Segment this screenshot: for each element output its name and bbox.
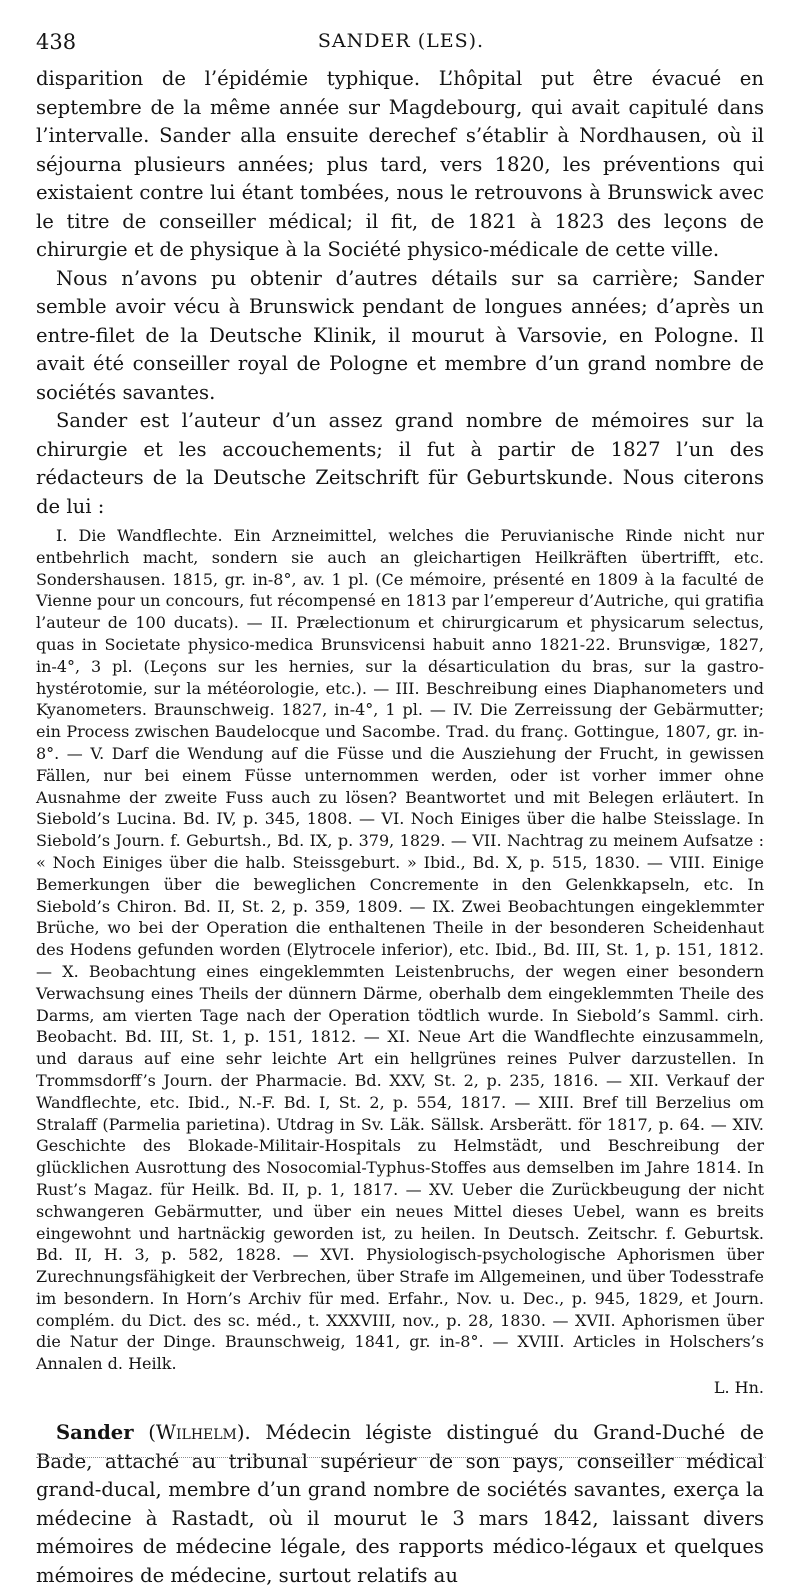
running-title: SANDER (LES). — [317, 30, 485, 52]
entry-text: Médecin légiste distingué du Grand-Duché de Bade, attaché au tribunal supérieur de son pays, conseiller médical grand-ducal, membre d’un grand nombre de sociétés savantes, exerça la médecine à Rastadt, où il mourut le 3 mars 1842, laissant divers mémoires de médecine légale, des rapports médico-légaux et quelques mémoires de médecine, surtout relatifs au — [36, 1421, 764, 1587]
paragraph-continuation: disparition de l’épidémie typhique. L’hôpital put être évacué en septembre de la même année sur Magdebourg, qui avait capitulé dans l’intervalle. Sander alla ensuite derechef s’établir à Nordhausen, où il séjourna plusieurs années; plus tard, vers 1820, les préventions qui existaient contre lui étant tombées, nous le retrouvons à Brunswick avec le titre de conseiller médical; il fit, de 1821 à 1823 des leçons de chirurgie et de physique à la Société physico-médicale de cette ville. — [36, 67, 764, 261]
bottom-dotted-rule — [36, 1457, 766, 1458]
page-number: 438 — [36, 30, 77, 54]
paragraph-career: Nous n’avons pu obtenir d’autres détails sur sa carrière; Sander semble avoir vécu à Brunswick pendant de longues années; d’après un entre-filet de la Deutsche Klinik, il mourut à Varsovie, en Pologne. Il avait été conseiller royal de Pologne et membre d’un grand nombre de sociétés savantes. — [36, 266, 764, 404]
entry-sander-wilhelm — [36, 1419, 764, 1590]
author-signature: L. Hn. — [713, 1378, 764, 1398]
entry-forename: (Wilhelm). — [148, 1421, 251, 1445]
entry-headword: Sander — [56, 1421, 134, 1445]
page-header — [36, 30, 766, 64]
bibliography-list: I. Die Wandflechte. Ein Arzneimittel, welches die Peruvianische Rinde nicht nur entbehrlich macht, sondern sie auch an gleichartigen Heilkräften übertrifft, etc. Sondershausen. 1815, gr. in-8°, av. 1 pl. (Ce mémoire, présenté en 1809 à la faculté de Vienne pour un concours, fut récompensé en 1813 par l’empereur d’Autriche, qui gratifia l’auteur de 100 ducats). — II. Prælectionum et chirurgicarum et physicarum selectus, quas in Societate physico-medica Brunsvicensi habuit anno 1821-22. Brunsvigæ, 1827, in-4°, 3 pl. (Leçons sur les hernies, sur la désarticulation du bras, sur la gastro-hystérotomie, sur la météorologie, etc.). — III. Beschreibung eines Diaphanometers und Kyanometers. Braunschweig. 1827, in-4°, 1 pl. — IV. Die Zerreissung der Gebärmutter; ein Process zwischen Baudelocque und Sacombe. Trad. du franç. Gottingue, 1807, gr. in-8°. — V. Darf die Wendung auf die Füsse und die Ausziehung der Frucht, in gewissen Fällen, nur bei einem Füsse unternommen werden, oder ist vorher immer ohne Ausnahme der zweite Fuss auch zu lösen? Beantwortet und mit Belegen erläutert. In Siebold’s Lucina. Bd. IV, p. 345, 1808. — VI. Noch Einiges über die halbe Steisslage. In Siebold’s Journ. f. Geburtsh., Bd. IX, p. 379, 1829. — VII. Nachtrag zu meinem Aufsatze : « Noch Einiges über die halb. Steissgeburt. » Ibid., Bd. X, p. 515, 1830. — VIII. Einige Bemerkungen über die beweglichen Concremente in den Gelenkkapseln, etc. In Siebold’s Chiron. Bd. II, St. 2, p. 359, 1809. — IX. Zwei Beobachtungen eingeklemmter Brüche, wo bei der Operation die enthaltenen Theile in der besonderen Scheidenhaut des Hodens gefunden worden (Elytrocele inferior), etc. Ibid., Bd. III, St. 1, p. 151, 1812. — X. Beobachtung eines eingeklemmten Leistenbruchs, der wegen einer besondern Verwachsung eines Theils der dünnern Därme, oberhalb dem eingeklemmten Theile des Darms, am vierten Tage nach der Operation tödtlich wurde. In Siebold’s Samml. cirh. Beobacht. Bd. III, St. 1, p. 151, 1812. — XI. Neue Art die Wandflechte einzusammeln, und daraus auf eine sehr leichte Art ein hellgrünes reines Pulver darzustellen. In Trommsdorff’s Journ. der Pharmacie. Bd. XXV, St. 2, p. 235, 1816. — XII. Verkauf der Wandflechte, etc. Ibid., N.-F. Bd. I, St. 2, p. 554, 1817. — XIII. Bref till Berzelius om Stralaff (Parmelia parietina). Utdrag in Sv. Läk. Sällsk. Arsberätt. för 1817, p. 64. — XIV. Geschichte des Blokade-Militair-Hospitals zu Helmstädt, und Beschreibung der glücklichen Ausrottung des Nosocomial-Typhus-Stoffes aus demselben im Jahre 1814. In Rust’s Magaz. für Heilk. Bd. II, p. 1, 1817. — XV. Ueber die Zurückbeugung der nicht schwangeren Gebärmutter, und über ein neues Mittel dieses Uebel, wann es breits eingewohnt und hartnäckig geworden ist, zu heilen. In Deutsch. Zeitschr. f. Geburtsk. Bd. II, H. 3, p. 582, 1828. — XVI. Physiologisch-psychologische Aphorismen über Zurechnungsfähigkeit der Verbrechen, über Strafe im Allgemeinen, und über Todesstrafe im besondern. In Horn’s Archiv für med. Erfahr., Nov. u. Dec., p. 945, 1829, et Journ. complém. du Dict. des sc. méd., t. XXXVIII, nov., p. 28, 1830. — XVII. Aphorismen über die Natur der Dinge. Braunschweig, 1841, gr. in-8°. — XVIII. Articles in Holschers’s Annalen d. Heilk. — [36, 526, 764, 1374]
page-body — [36, 65, 764, 1590]
paragraph-works-intro: Sander est l’auteur d’un assez grand nombre de mémoires sur la chirurgie et les accouchements; il fut à partir de 1827 l’un des rédacteurs de la Deutsche Zeitschrift für Geburtskunde. Nous citerons de lui : — [36, 409, 764, 518]
